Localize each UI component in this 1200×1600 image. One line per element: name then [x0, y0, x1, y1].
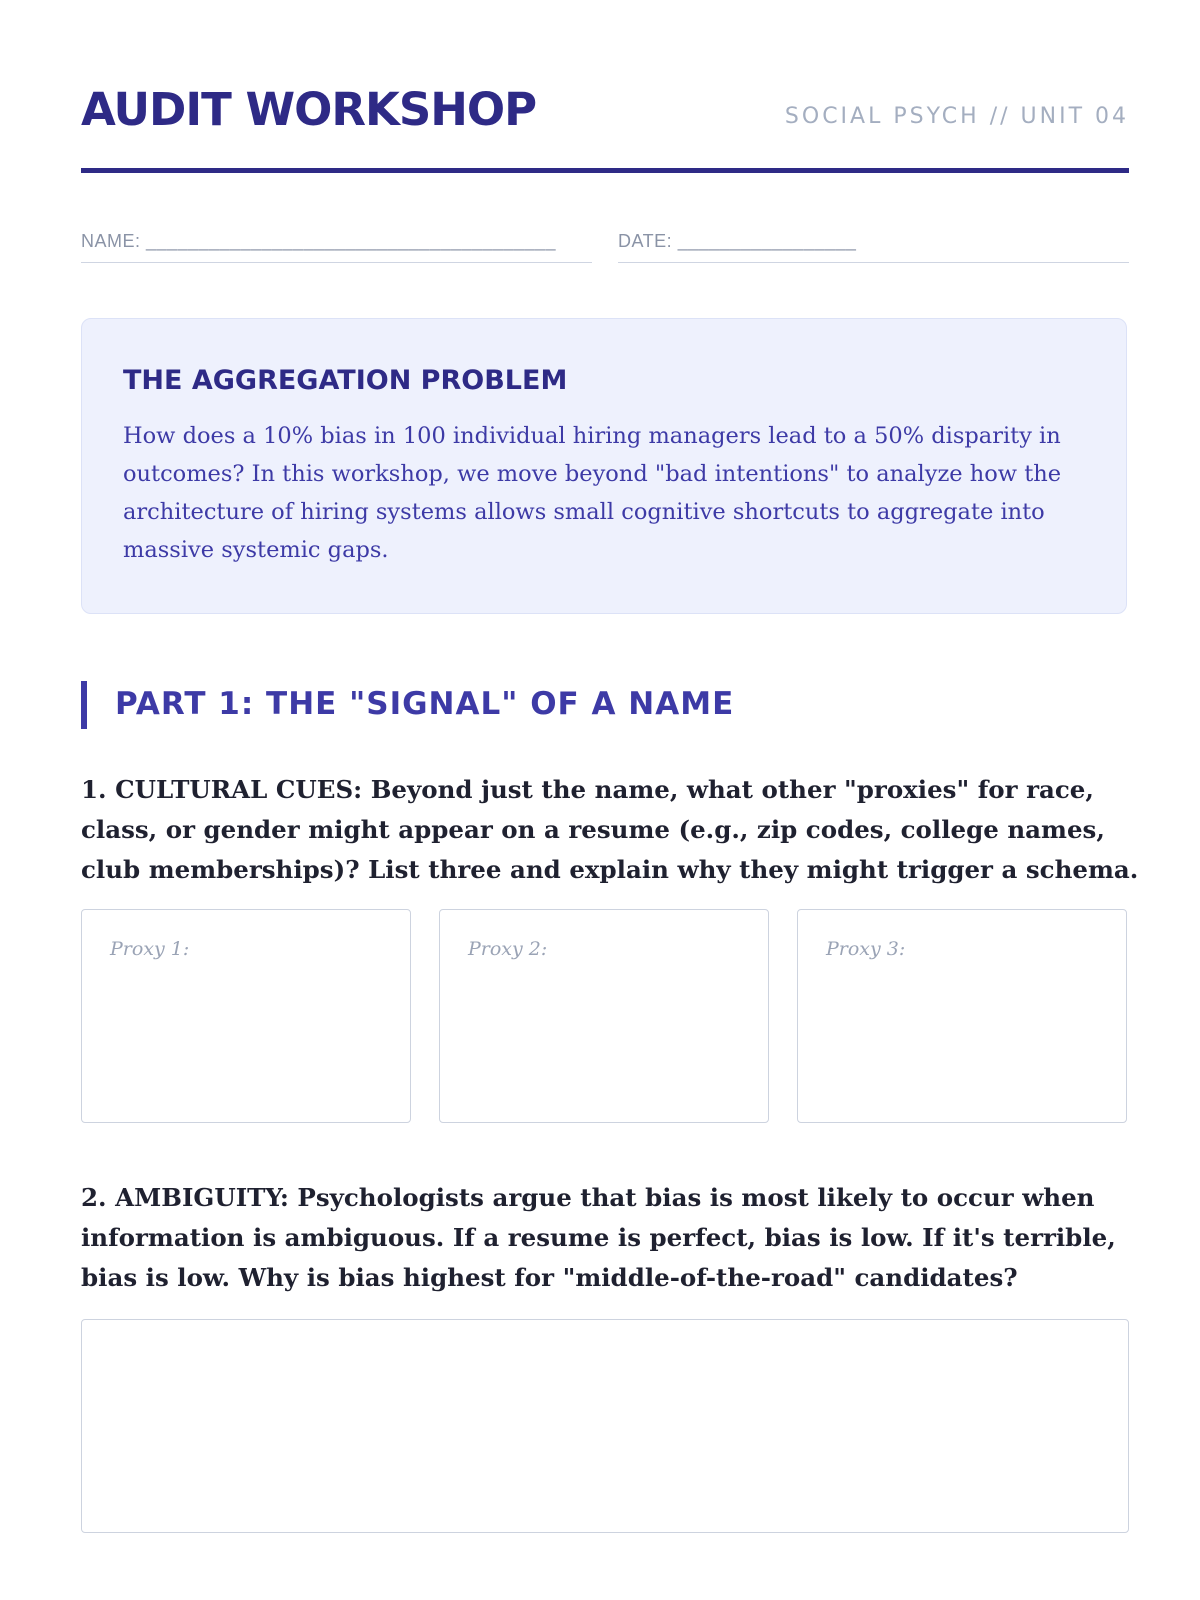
- proxy-2-answer-box[interactable]: [439, 909, 769, 1123]
- unit-label: SOCIAL PSYCH // UNIT 04: [784, 104, 1129, 129]
- date-label: DATE:: [618, 231, 673, 251]
- proxy-1-label: Proxy 1:: [110, 938, 190, 960]
- name-blank-line[interactable]: _______________________________________: [146, 231, 556, 251]
- section-accent-bar: [81, 681, 87, 729]
- date-blank-line[interactable]: _________________: [677, 231, 857, 251]
- proxy-answer-row: [81, 909, 1129, 1123]
- question-1: 1. CULTURAL CUES: Beyond just the name, what other "proxies" for race, class, or gender might appear on a resume (e.g., zip codes, college names, club memberships)? List three and explain why they might trigger a schema.: [81, 775, 1139, 884]
- proxy-2-label: Proxy 2:: [468, 938, 548, 960]
- section-title: PART 1: THE "SIGNAL" OF A NAME: [115, 686, 735, 722]
- header-divider: [81, 168, 1129, 173]
- question-2-answer-box[interactable]: [81, 1319, 1129, 1533]
- name-label: NAME:: [81, 231, 141, 251]
- proxy-3-answer-box[interactable]: [797, 909, 1127, 1123]
- name-field[interactable]: [81, 222, 592, 263]
- proxy-1-answer-box[interactable]: [81, 909, 411, 1123]
- worksheet-title: AUDIT WORKSHOP: [81, 83, 537, 136]
- question-2: 2. AMBIGUITY: Psychologists argue that bias is most likely to occur when information is ambiguous. If a resume is perfect, bias is low. If it's terrible, bias is low. Why is bias highest for "middle-of-the-road" candidates?: [81, 1183, 1116, 1292]
- worksheet-header: [81, 82, 1129, 142]
- section-heading: [81, 681, 1129, 729]
- callout-title: THE AGGREGATION PROBLEM: [123, 365, 568, 396]
- date-field[interactable]: [618, 222, 1129, 263]
- aggregation-callout: [81, 318, 1127, 614]
- callout-body: How does a 10% bias in 100 individual hiring managers lead to a 50% disparity in outcomes? In this workshop, we move beyond "bad intentions" to analyze how the architecture of hiring systems allows small cognitive shortcuts to aggregate into massive systemic gaps.: [123, 423, 1062, 563]
- proxy-3-label: Proxy 3:: [826, 938, 906, 960]
